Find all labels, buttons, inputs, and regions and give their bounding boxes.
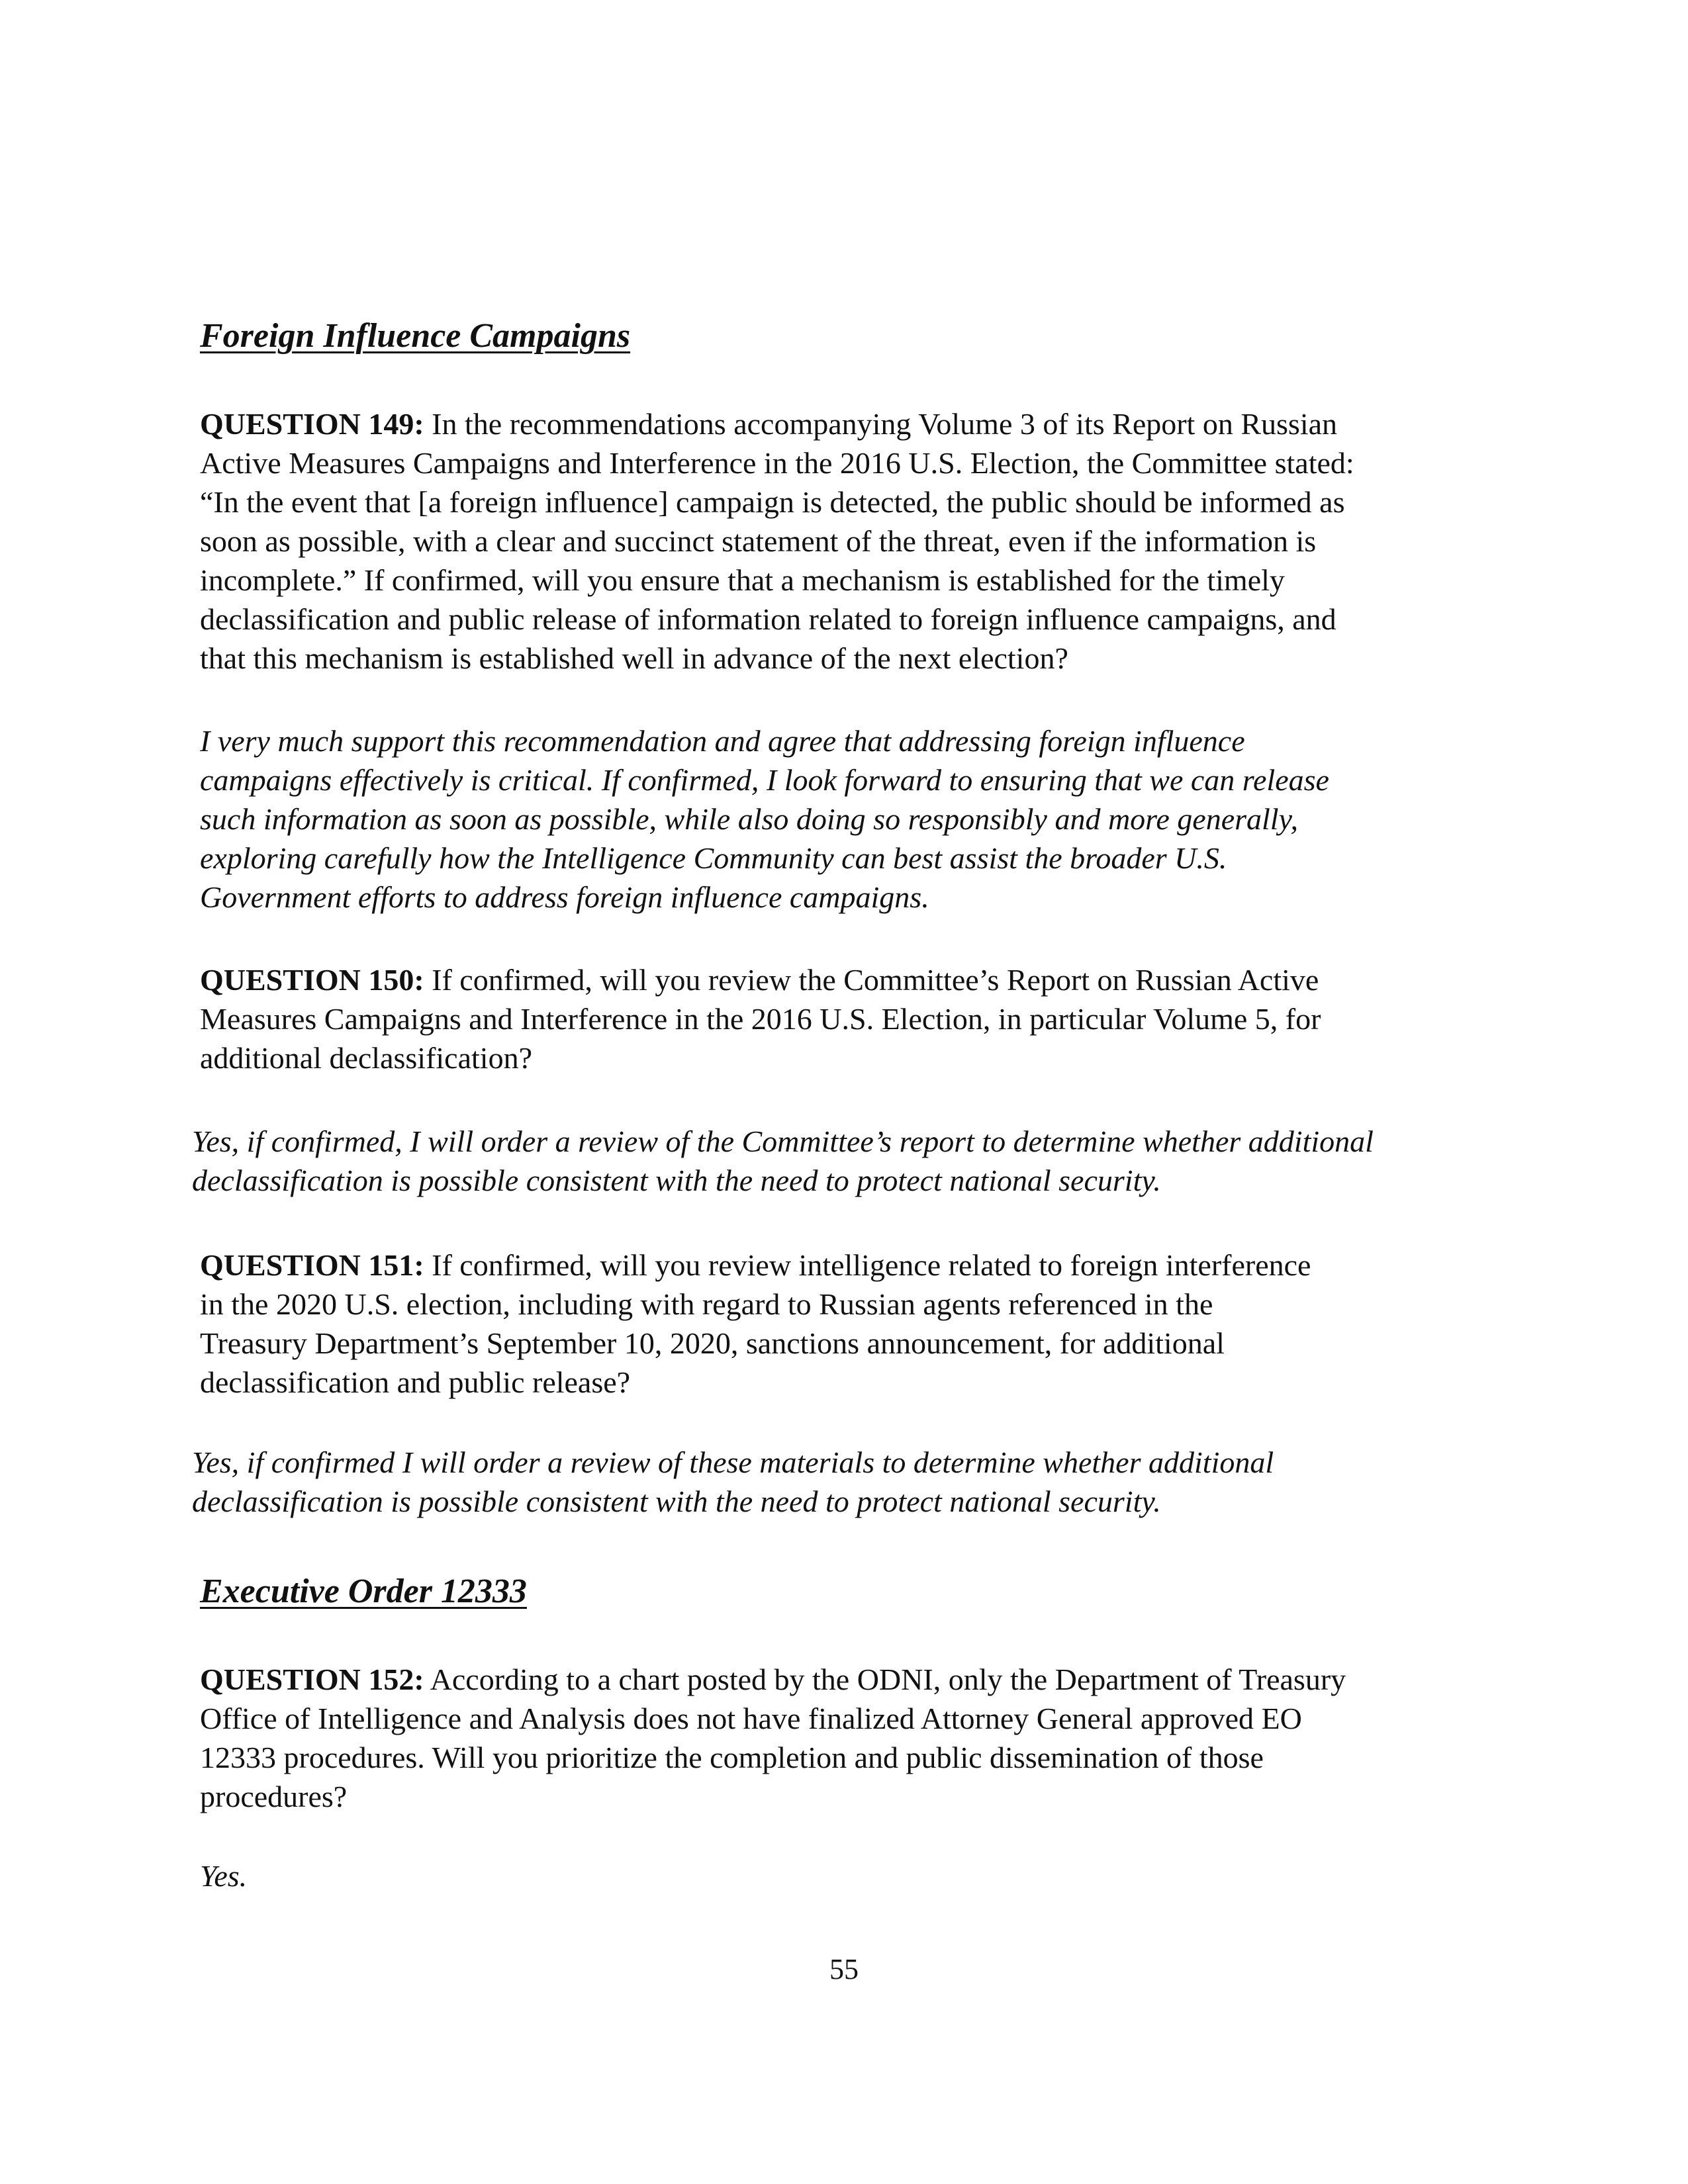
section-heading-executive-order: Executive Order 12333: [200, 1572, 527, 1610]
question-151: QUESTION 151: If confirmed, will you review intelligence related to foreign interference in the 2020 U.S. election, including with regard to Russian agents referenced in the Treasury Department’s September 10, 2020, sanctions announcement, for additional declassification and public release?: [200, 1248, 1311, 1399]
question-label: QUESTION 150:: [200, 963, 424, 997]
answer-152: Yes.: [200, 1859, 248, 1893]
page-number: 55: [829, 1953, 859, 1985]
answer-149: I very much support this recommendation and agree that addressing foreign influence campaigns effectively is critical. If confirmed, I look forward to ensuring that we can release such information as soon as possible, while also doing so responsibly and more generally, exploring carefully how the Intelligence Community can best assist the broader U.S. Government efforts to address foreign influence campaigns.: [200, 724, 1329, 914]
answer-151: Yes, if confirmed I will order a review of these materials to determine whether additional declassification is possible consistent with the need to protect national security.: [192, 1445, 1274, 1518]
question-149: QUESTION 149: In the recommendations accompanying Volume 3 of its Report on Russian Active Measures Campaigns and Interference in the 2016 U.S. Election, the Committee stated: “In the event that [a foreign influence] campaign is detected, the public should be informed as soon as possible, with a clear and succinct statement of the threat, even if the information is incomplete.” If confirmed, will you ensure that a mechanism is established for the timely declassification and public release of information related to foreign influence campaigns, and that this mechanism is established well in advance of the next election?: [200, 407, 1354, 675]
question-label: QUESTION 149:: [200, 407, 424, 441]
section-heading-foreign-influence: Foreign Influence Campaigns: [200, 317, 631, 355]
question-label: QUESTION 152:: [200, 1662, 424, 1696]
question-label: QUESTION 151:: [200, 1248, 424, 1282]
question-150: QUESTION 150: If confirmed, will you review the Committee’s Report on Russian Active Measures Campaigns and Interference in the 2016 U.S. Election, in particular Volume 5, for additional declassification?: [200, 963, 1321, 1075]
answer-150: Yes, if confirmed, I will order a review of the Committee’s report to determine whether additional declassification is possible consistent with the need to protect national security.: [192, 1124, 1374, 1197]
question-152: QUESTION 152: According to a chart posted by the ODNI, only the Department of Treasury Office of Intelligence and Analysis does not have finalized Attorney General approved EO 12333 procedures. Will you prioritize the completion and public dissemination of those procedures?: [200, 1662, 1346, 1813]
